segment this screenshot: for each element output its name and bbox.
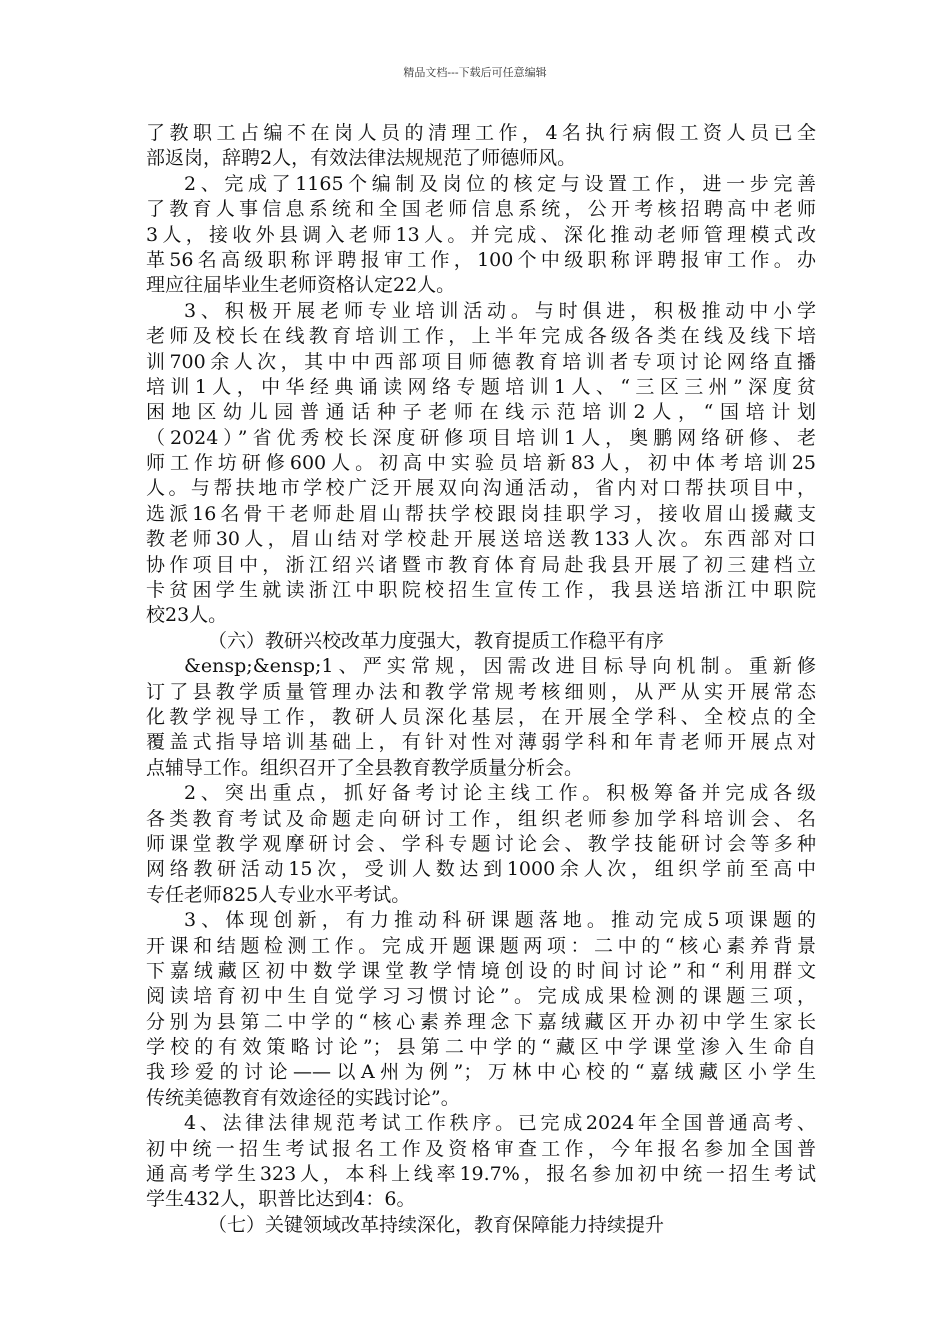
text-line: 部返岗，辞聘2人，有效法律法规规范了师德师风。 — [146, 147, 577, 170]
text-line: 学生432人，职普比达到4：6。 — [146, 1188, 416, 1211]
text-line: 传统美德教育有效途径的实践讨论”。 — [146, 1086, 460, 1109]
text-line: 教老师30人，眉山结对学校赴开展送培送教133人次。东西部对口 — [146, 528, 816, 551]
text-line: 化教学视导工作，教研人员深化基层，在开展全学科、全校点的全 — [146, 705, 816, 728]
page-header: 精品文档---下载后可任意编辑 — [403, 66, 547, 79]
text-line: 师课堂教学观摩研讨会、学科专题讨论会、教学技能研讨会等多种 — [146, 832, 816, 855]
text-line: 4、法律法律规范考试工作秩序。已完成2024年全国普通高考、 — [184, 1112, 816, 1135]
text-line: 师工作坊研修600人。初高中实验员培新83人，初中体考培训25 — [146, 452, 816, 475]
text-line: 人。与帮扶地市学校广泛开展双向沟通活动，省内对口帮扶项目中， — [146, 477, 816, 500]
text-line: 培训1人，中华经典诵读网络专题培训1人、“三区三州”深度贫 — [146, 375, 816, 398]
text-line: 校23人。 — [146, 604, 228, 627]
text-line: 分别为县第二中学的“核心素养理念下嘉绒藏区开办初中学生家长 — [146, 1010, 816, 1033]
text-line: 订了县教学质量管理办法和教学常规考核细则，从严从实开展常态 — [146, 680, 816, 703]
text-line: 开课和结题检测工作。完成开题课题两项：二中的“核心素养背景 — [146, 934, 816, 957]
text-line: &ensp;&ensp;1、严实常规，因需改进目标导向机制。重新修 — [184, 655, 816, 678]
text-line: 专任老师825人专业水平考试。 — [146, 883, 411, 906]
text-line: 阅读培育初中生自觉学习习惯讨论”。完成成果检测的课题三项， — [146, 985, 816, 1008]
text-line: （2024）”省优秀校长深度研修项目培训1人，奥鹏网络研修、老 — [146, 426, 816, 449]
text-line: 协作项目中，浙江绍兴诸暨市教育体育局赴我县开展了初三建档立 — [146, 553, 816, 576]
text-line: 选派16名骨干老师赴眉山帮扶学校跟岗挂职学习，接收眉山援藏支 — [146, 502, 816, 525]
section-heading: （六）教研兴校改革力度强大，教育提质工作稳平有序 — [208, 629, 665, 652]
text-line: 初中统一招生考试报名工作及资格审查工作，今年报名参加全国普 — [146, 1137, 816, 1160]
text-line: 了教育人事信息系统和全国老师信息系统，公开考核招聘高中老师 — [146, 198, 816, 221]
text-line: 了教职工占编不在岗人员的清理工作，4名执行病假工资人员已全 — [146, 122, 816, 144]
text-line: 网络教研活动15次，受训人数达到1000余人次，组织学前至高中 — [146, 858, 816, 881]
document-body — [146, 121, 816, 1238]
text-line: 各类教育考试及命题走向研讨工作，组织老师参加学科培训会、名 — [146, 807, 816, 830]
text-line: 3、积极开展老师专业培训活动。与时俱进，积极推动中小学 — [184, 299, 816, 322]
text-line: 点辅导工作。组织召开了全县教育教学质量分析会。 — [146, 756, 584, 779]
section-heading: （七）关键领域改革持续深化，教育保障能力持续提升 — [208, 1213, 665, 1236]
text-line: 下嘉绒藏区初中数学课堂教学情境创设的时间讨论”和“利用群文 — [146, 959, 816, 982]
text-line: 老师及校长在线教育培训工作，上半年完成各级各类在线及线下培 — [146, 325, 816, 348]
text-line: 覆盖式指导培训基础上，有针对性对薄弱学科和年青老师开展点对 — [146, 731, 816, 754]
text-line: 3、体现创新，有力推动科研课题落地。推动完成5项课题的 — [184, 909, 816, 932]
text-line: 理应往届毕业生老师资格认定22人。 — [146, 274, 456, 297]
text-line: 训700余人次，其中中西部项目师德教育培训者专项讨论网络直播 — [146, 350, 816, 373]
text-line: 3人，接收外县调入老师13人。并完成、深化推动老师管理模式改 — [146, 223, 816, 246]
text-line: 学校的有效策略讨论”；县第二中学的“藏区中学课堂渗入生命自 — [146, 1036, 816, 1059]
text-line: 通高考学生323人，本科上线率19.7%，报名参加初中统一招生考试 — [146, 1163, 816, 1186]
text-line: 我珍爱的讨论——以A州为例”；万林中心校的“嘉绒藏区小学生 — [146, 1061, 816, 1084]
text-line: 卡贫困学生就读浙江中职院校招生宣传工作，我县送培浙江中职院 — [146, 579, 816, 602]
text-line: 困地区幼儿园普通话种子老师在线示范培训2人，“国培计划 — [146, 401, 816, 424]
text-line: 2、完成了1165个编制及岗位的核定与设置工作，进一步完善 — [184, 172, 816, 195]
text-line: 革56名高级职称评聘报审工作，100个中级职称评聘报审工作。办 — [146, 248, 816, 271]
text-line: 2、突出重点，抓好备考讨论主线工作。积极筹备并完成各级 — [184, 782, 816, 805]
